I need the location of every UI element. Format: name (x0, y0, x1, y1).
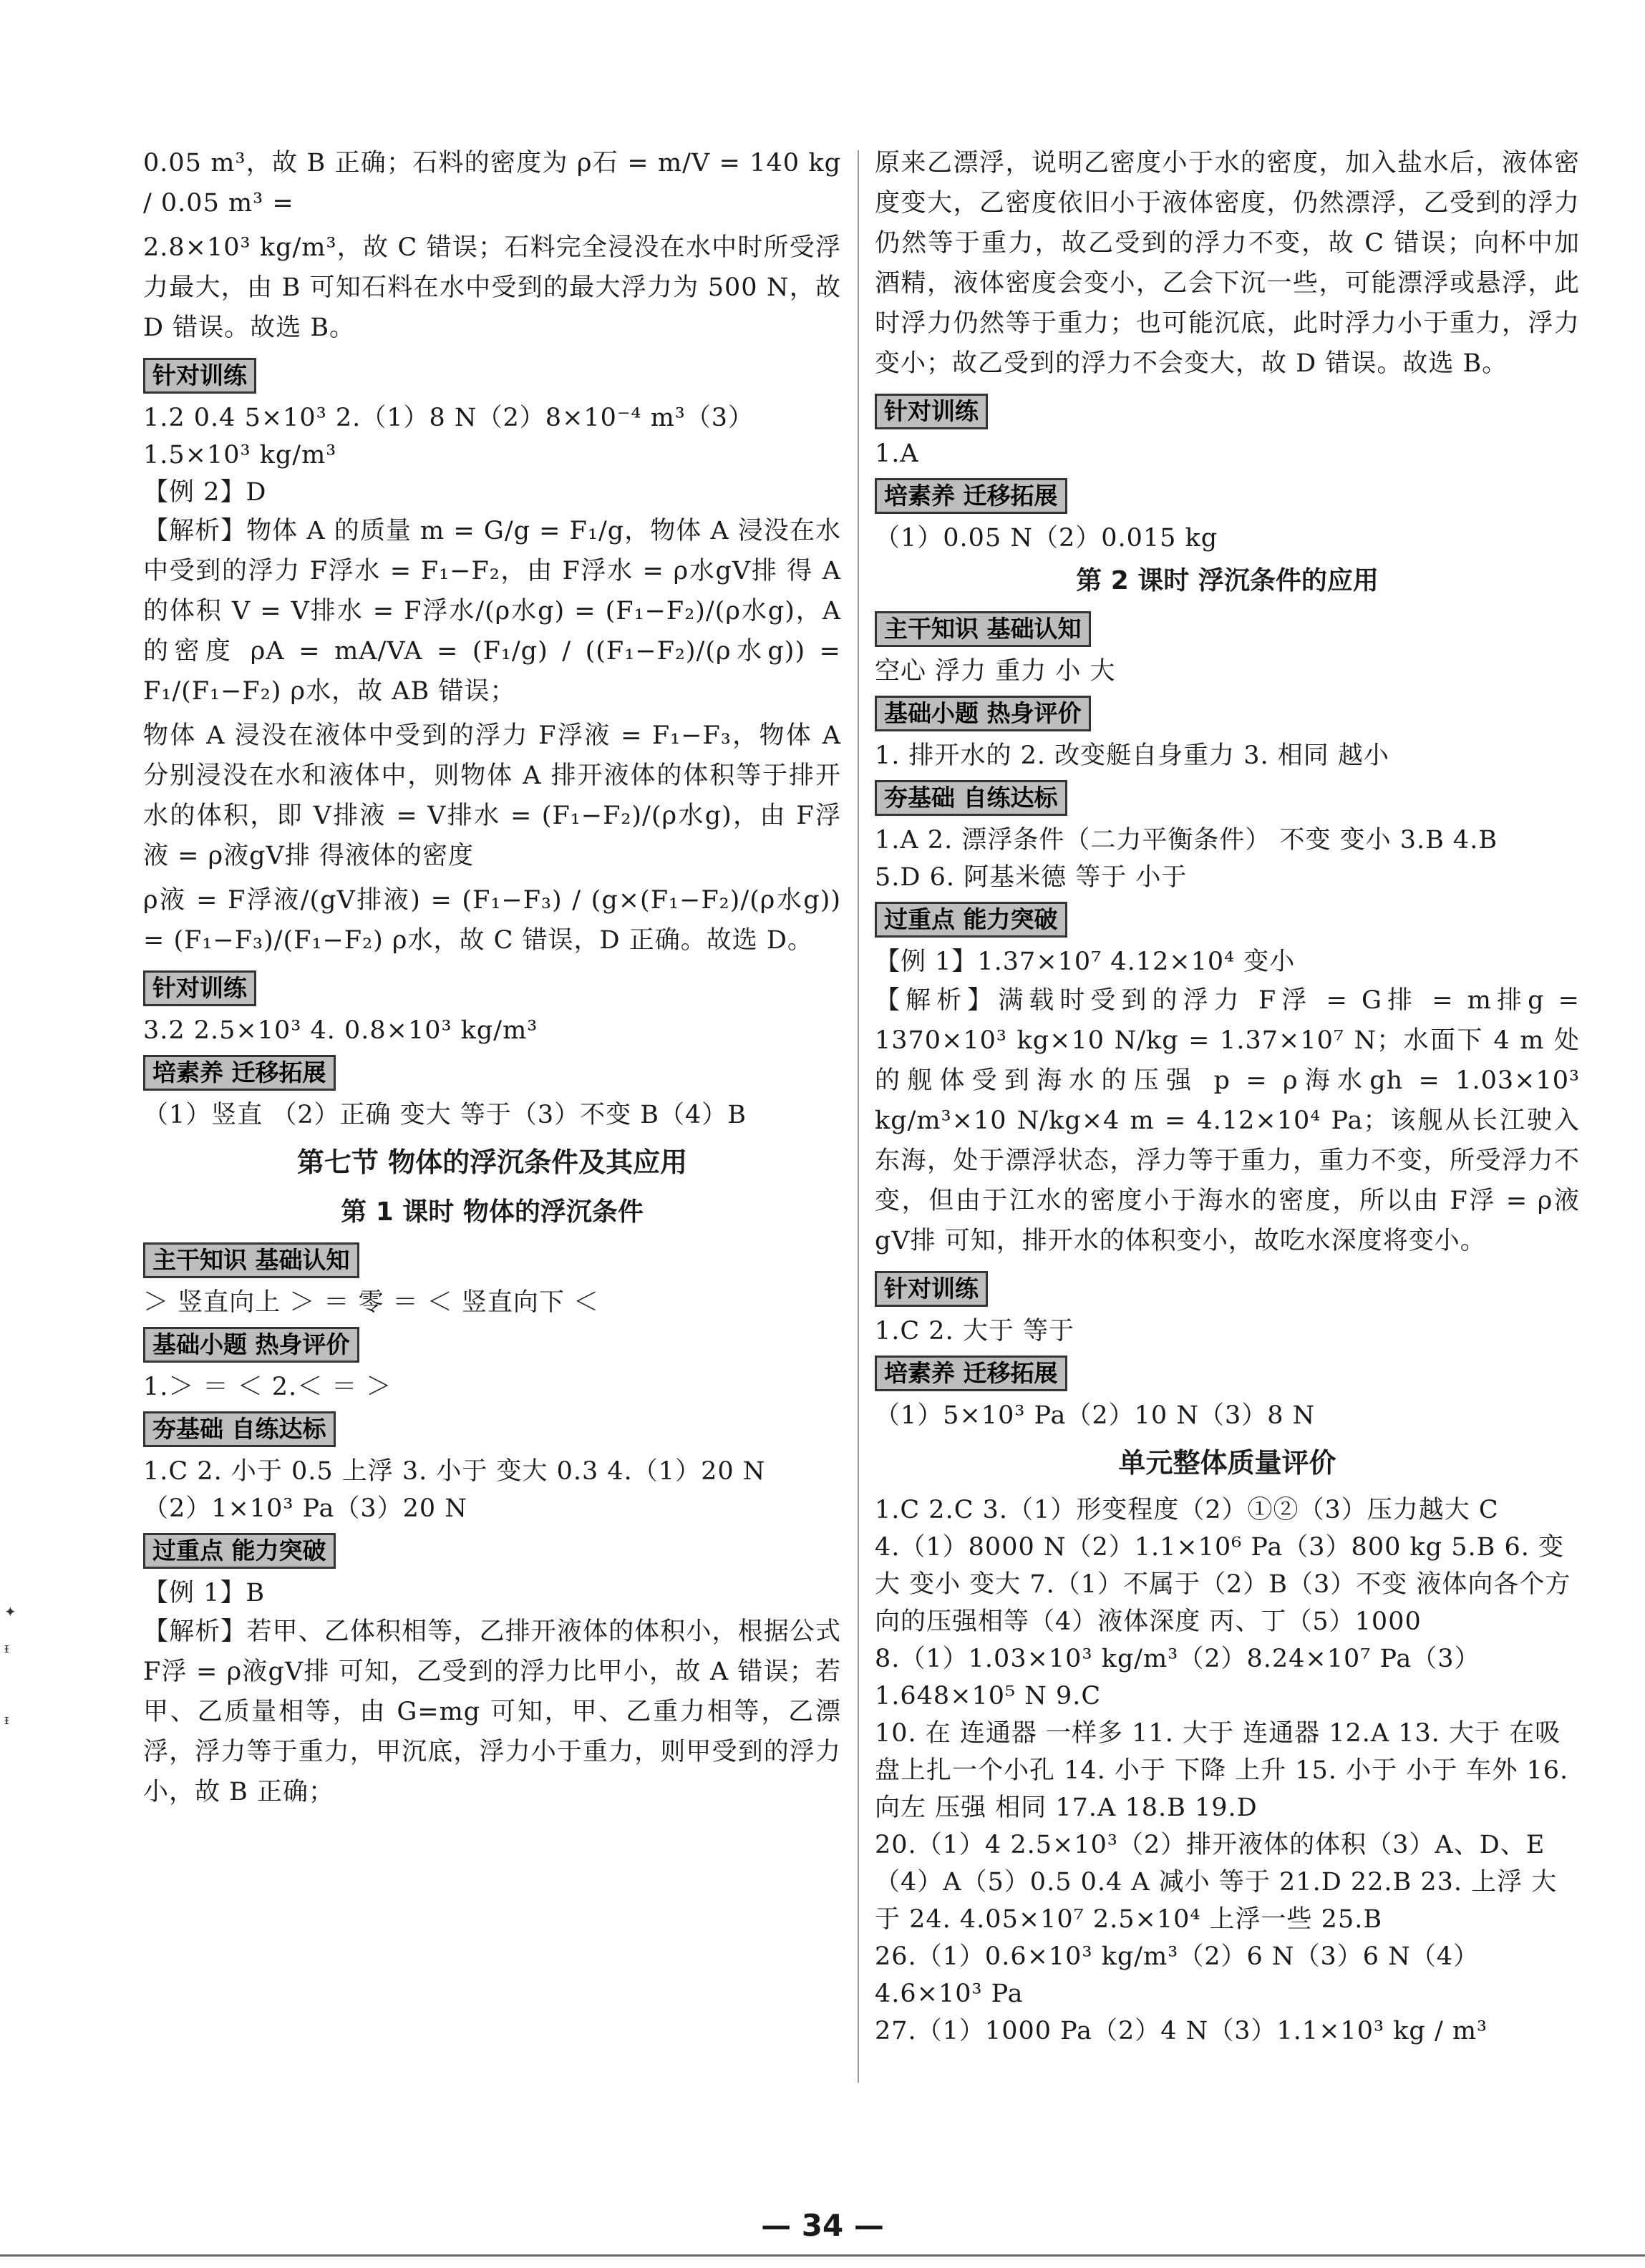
left-section-tag: 培素养 迁移拓展 (143, 1055, 336, 1091)
left-answer-line: （2）1×10³ Pa（3）20 N (143, 1494, 467, 1523)
left-answer-line: 1.2 0.4 5×10³ 2.（1）8 N（2）8×10⁻⁴ m³（3）1.5×10³ kg/m³ (143, 404, 754, 469)
right-tag-row (875, 1350, 1580, 1397)
right-tag-row (875, 472, 1580, 520)
left-section-tag: 主干知识 基础认知 (143, 1242, 359, 1278)
left-paragraph: ρ液 = F浮液/(gV排液) = (F₁−F₃) / (g×(F₁−F₂)/(ρ水g)) = (F₁−F₃)/(F₁−F₂) ρ水，故 C 错误，D 正确。故选 D。 (143, 886, 841, 955)
right-answer-line: 1. 排开水的 2. 改变艇自身重力 3. 相同 越小 (875, 741, 1389, 770)
right-section-heading: 单元整体质量评价 (1118, 1447, 1336, 1479)
right-answer-line: 【例 1】1.37×10⁷ 4.12×10⁴ 变小 (875, 948, 1296, 976)
left-tag-row (143, 1049, 841, 1096)
right-section-tag: 针对训练 (875, 394, 988, 429)
footer-rule (0, 2254, 1645, 2257)
right-answer-line: 1.A (875, 439, 919, 468)
right-answer-line: 27.（1）1000 Pa（2）4 N（3）1.1×10³ kg / m³ (875, 2017, 1488, 2045)
right-section-tag: 针对训练 (875, 1271, 988, 1307)
left-section-tag: 基础小题 热身评价 (143, 1327, 359, 1363)
left-tag-row (143, 1406, 841, 1453)
right-paragraph: 【解析】满载时受到的浮力 F浮 = G排 = m排g = 1370×10³ kg×10 N/kg = 1.37×10⁷ N；水面下 4 m 处的舰体受到海水的压强 p = ρ海水gh = 1.03×10³ kg/m³×10 N/kg×4 m = 4.12×10⁴ Pa；该舰从长江驶入东海，处于漂浮状态，浮力等于重力，重力不变，所受浮力不变，但由于江水的密度小于海水的密度，所以由 F浮 = ρ液gV排 可知，排开水的体积变小，故吃水深度将变小。 (875, 986, 1580, 1255)
right-answer-line: 1.A 2. 漂浮条件（二力平衡条件） 不变 变小 3.B 4.B (875, 826, 1498, 855)
left-paragraph: 物体 A 浸没在液体中受到的浮力 F浮液 = F₁−F₃，物体 A 分别浸没在水和液体中，则物体 A 排开液体的体积等于排开水的体积，即 V排液 = V排水 = (F₁−F₂)/(ρ水g)，由 F浮液 = ρ液gV排 得液体的密度 (143, 721, 841, 870)
right-tag-row (875, 690, 1580, 737)
left-paragraph: 【解析】物体 A 的质量 m = G/g = F₁/g，物体 A 浸没在水中受到的浮力 F浮水 = F₁−F₂，由 F浮水 = ρ水gV排 得 A 的体积 V = V排水 = F浮水/(ρ水g) = (F₁−F₂)/(ρ水g)，A 的密度 ρA = mA/VA = (F₁/g) / ((F₁−F₂)/(ρ水g)) = F₁/(F₁−F₂) ρ水，故 AB 错误； (143, 517, 841, 706)
right-answer-line: 26.（1）0.6×10³ kg/m³（2）6 N（3）6 N（4）4.6×10³ Pa (875, 1942, 1480, 2008)
right-answer-line: 20.（1）4 2.5×10³（2）排开液体的体积（3）A、D、E（4）A（5）0.5 0.4 A 减小 等于 21.D 22.B 23. 上浮 大于 24. 4.05×10⁷ 2.5×10⁴ 上浮一些 25.B (875, 1831, 1558, 1934)
left-answer-line: 1.＞ ＝ ＜ 2.＜ ＝ ＞ (143, 1373, 392, 1401)
left-answer-line: ＞ 竖直向上 ＞ ＝ 零 ＝ ＜ 竖直向下 ＜ (143, 1288, 600, 1317)
right-section-tag: 培素养 迁移拓展 (875, 478, 1067, 514)
right-answer-line: 4.（1）8000 N（2）1.1×10⁶ Pa（3）800 kg 5.B 6. 变大 变小 变大 7.（1）不属于（2）B（3）不变 液体向各个方向的压强相等（4）液体深度 丙、丁（5）1000 (875, 1533, 1571, 1636)
page-number: — 34 — (761, 2208, 884, 2243)
right-paragraph: 原来乙漂浮，说明乙密度小于水的密度，加入盐水后，液体密度变大，乙密度依旧小于液体密度，仍然漂浮，乙受到的浮力仍然等于重力，故乙受到的浮力不变，故 C 错误；向杯中加酒精，液体密度会变小，乙会下沉一些，可能漂浮或悬浮，此时浮力仍然等于重力；也可能沉底，此时浮力小于重力，浮力变小；故乙受到的浮力不会变大，故 D 错误。故选 B。 (875, 149, 1580, 378)
left-tag-row (143, 965, 841, 1012)
left-tag-row (143, 1321, 841, 1368)
left-section-tag: 针对训练 (143, 358, 256, 394)
left-answer-line: 【例 2】D (143, 478, 267, 507)
right-section-tag: 主干知识 基础认知 (875, 611, 1091, 647)
left-paragraph: 【解析】若甲、乙体积相等，乙排开液体的体积小，根据公式 F浮 = ρ液gV排 可知，乙受到的浮力比甲小，故 A 错误；若甲、乙质量相等，由 G=mg 可知，甲、乙重力相等，乙漂浮，浮力等于重力，甲沉底，浮力小于重力，则甲受到的浮力小，故 B 正确； (143, 1617, 841, 1806)
right-tag-row (875, 1265, 1580, 1313)
right-answer-line: （1）5×10³ Pa（2）10 N（3）8 N (875, 1401, 1316, 1430)
left-section-heading: 第七节 物体的浮沉条件及其应用 (296, 1147, 688, 1178)
right-answer-line: 5.D 6. 阿基米德 等于 小于 (875, 863, 1188, 892)
left-answer-line: 1.C 2. 小于 0.5 上浮 3. 小于 变大 0.3 4.（1）20 N (143, 1457, 766, 1486)
right-tag-row (875, 774, 1580, 822)
right-answer-line: 1.C 2. 大于 等于 (875, 1317, 1074, 1345)
left-section-tag: 针对训练 (143, 970, 256, 1006)
left-column (143, 143, 841, 1816)
column-divider (858, 150, 859, 2083)
right-section-tag: 夯基础 自练达标 (875, 780, 1067, 816)
left-answer-line: 【例 1】B (143, 1579, 266, 1607)
left-tag-row (143, 352, 841, 399)
right-column (875, 143, 1580, 2050)
right-answer-line: 1.C 2.C 3.（1）形变程度（2）①②（3）压力越大 C (875, 1496, 1499, 1524)
left-tag-row (143, 1237, 841, 1284)
right-tag-row (875, 388, 1580, 435)
left-answer-line: （1）竖直 （2）正确 变大 等于（3）不变 B（4）B (143, 1101, 747, 1129)
right-section-tag: 培素养 迁移拓展 (875, 1356, 1067, 1391)
margin-mark-1: ✦ (4, 1603, 16, 1620)
right-answer-line: 空心 浮力 重力 小 大 (875, 657, 1116, 686)
right-answer-line: 10. 在 连通器 一样多 11. 大于 连通器 12.A 13. 大于 在吸盘上扎一个小孔 14. 小于 下降 上升 15. 小于 小于 车外 16. 向左 压强 相同 17.A 18.B 19.D (875, 1719, 1569, 1822)
right-tag-row (875, 896, 1580, 943)
right-subsection-heading: 第 2 课时 浮沉条件的应用 (1076, 566, 1379, 595)
left-tag-row (143, 1527, 841, 1575)
left-section-tag: 过重点 能力突破 (143, 1533, 336, 1569)
left-answer-line: 3.2 2.5×10³ 4. 0.8×10³ kg/m³ (143, 1016, 538, 1045)
margin-mark-3: ᵻ (4, 1710, 9, 1728)
left-subsection-heading: 第 1 课时 物体的浮沉条件 (341, 1197, 644, 1227)
right-tag-row (875, 605, 1580, 653)
left-paragraph: 0.05 m³，故 B 正确；石料的密度为 ρ石 = m/V = 140 kg / 0.05 m³ = (143, 149, 841, 218)
right-section-tag: 过重点 能力突破 (875, 902, 1067, 938)
left-section-tag: 夯基础 自练达标 (143, 1411, 336, 1447)
right-answer-line: 8.（1）1.03×10³ kg/m³（2）8.24×10⁷ Pa（3）1.648×10⁵ N 9.C (875, 1645, 1480, 1710)
right-answer-line: （1）0.05 N（2）0.015 kg (875, 524, 1218, 553)
right-section-tag: 基础小题 热身评价 (875, 696, 1091, 731)
margin-mark-2: ᵻ (4, 1639, 9, 1656)
left-paragraph: 2.8×10³ kg/m³，故 C 错误；石料完全浸没在水中时所受浮力最大，由 B 可知石料在水中受到的最大浮力为 500 N，故 D 错误。故选 B。 (143, 233, 841, 342)
